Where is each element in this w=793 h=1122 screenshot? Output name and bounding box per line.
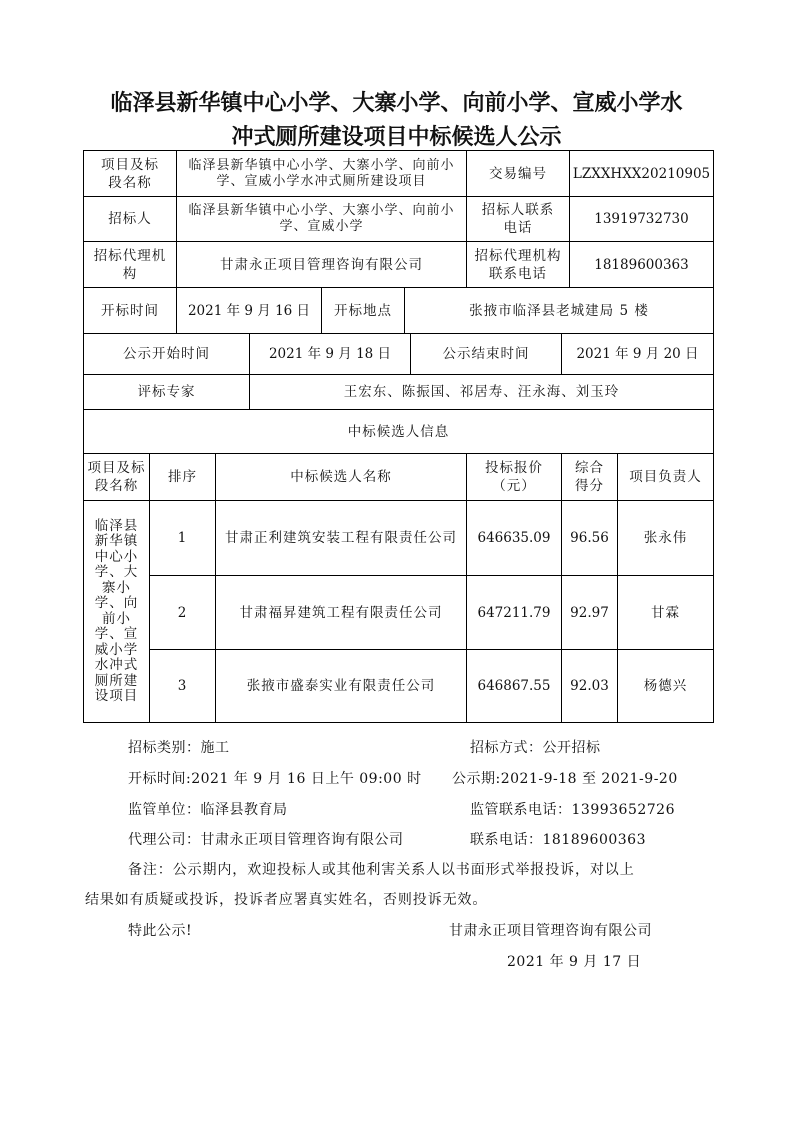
pub-end-label: 公示结束时间 (410, 333, 562, 375)
table-row-2-rank: 2 (149, 575, 216, 650)
experts-label: 评标专家 (83, 374, 250, 410)
footer-supervisor: 监管单位：临泽县教育局 (128, 802, 288, 818)
footer-closing: 特此公示! (128, 923, 193, 939)
tenderer-label: 招标人 (83, 196, 177, 242)
footer-period: 公示期:2021-9-18 至 2021-9-20 (452, 771, 678, 787)
footer-date: 2021 年 9 月 17 日 (507, 954, 642, 970)
agency-phone-value: 18189600363 (569, 241, 714, 288)
footer-signature: 甘肃永正项目管理咨询有限公司 (449, 923, 652, 939)
agency-value: 甘肃永正项目管理咨询有限公司 (176, 241, 467, 288)
footer-category: 招标类别：施工 (128, 740, 230, 756)
tenderer-phone-value: 13919732730 (569, 196, 714, 242)
pub-start-label: 公示开始时间 (83, 333, 250, 375)
trade-no-value: LZXXHXX20210905 (569, 150, 714, 197)
project-value: 临泽县新华镇中心小学、大寨小学、向前小学、宣威小学水冲式厕所建设项目 (176, 150, 467, 197)
open-time-label: 开标时间 (83, 287, 177, 334)
project-label: 项目及标段名称 (83, 150, 177, 197)
table-row-3-manager: 杨德兴 (617, 649, 714, 723)
footer-open-time: 开标时间:2021 年 9 月 16 日上午 09:00 时 (128, 771, 422, 787)
table-row-1-price: 646635.09 (466, 500, 562, 576)
pub-end-value: 2021 年 9 月 20 日 (561, 333, 714, 375)
footer-supervisor-phone: 监管联系电话：13993652726 (470, 802, 675, 818)
agency-label: 招标代理机构 (83, 241, 177, 288)
table-row-2-name: 甘肃福昇建筑工程有限责任公司 (215, 575, 467, 650)
table-row-3-price: 646867.55 (466, 649, 562, 723)
footer-note-line-1: 备注：公示期内，欢迎投标人或其他利害关系人以书面形式举报投诉，对以上 (128, 862, 635, 878)
table-row-2-manager: 甘霖 (617, 575, 714, 650)
col-rank-header: 排序 (149, 453, 216, 501)
tenderer-value: 临泽县新华镇中心小学、大寨小学、向前小学、宣威小学 (176, 196, 467, 242)
footer-agency-phone: 联系电话：18189600363 (470, 832, 646, 848)
table-row-1-rank: 1 (149, 500, 216, 576)
col-name-header: 中标候选人名称 (215, 453, 467, 501)
table-row-1-manager: 张永伟 (617, 500, 714, 576)
experts-value: 王宏东、陈振国、祁居寿、汪永海、刘玉玲 (249, 374, 714, 410)
footer-agency: 代理公司：甘肃永正项目管理咨询有限公司 (128, 832, 404, 848)
table-row-2-score: 92.97 (561, 575, 618, 650)
table-row-1-score: 96.56 (561, 500, 618, 576)
col-price-header: 投标报价（元） (466, 453, 562, 501)
agency-phone-label: 招标代理机构联系电话 (466, 241, 570, 288)
table-row-2-price: 647211.79 (466, 575, 562, 650)
open-time-value: 2021 年 9 月 16 日 (176, 287, 322, 334)
trade-no-label: 交易编号 (466, 150, 570, 197)
col-project-header: 项目及标段名称 (83, 453, 150, 501)
notice-title-line-2: 冲式厕所建设项目中标候选人公示 (231, 125, 562, 150)
footer-note-line-2: 结果如有质疑或投诉，投诉者应署真实姓名，否则投诉无效。 (85, 892, 488, 908)
footer-method: 招标方式：公开招标 (470, 740, 601, 756)
table-row-3-score: 92.03 (561, 649, 618, 723)
open-place-value: 张掖市临泽县老城建局 5 楼 (404, 287, 714, 334)
open-place-label: 开标地点 (321, 287, 405, 334)
tenderer-phone-label: 招标人联系电话 (466, 196, 570, 242)
col-score-header: 综合得分 (561, 453, 618, 501)
candidates-project-name: 临泽县新华镇中心小学、大寨小学、向前小学、宣威小学水冲式厕所建设项目 (83, 500, 150, 723)
pub-start-value: 2021 年 9 月 18 日 (249, 333, 411, 375)
notice-title-line-1: 临泽县新华镇中心小学、大寨小学、向前小学、宣威小学水 (110, 91, 683, 116)
col-manager-header: 项目负责人 (617, 453, 714, 501)
table-row-1-name: 甘肃正利建筑安装工程有限责任公司 (215, 500, 467, 576)
candidates-section-header: 中标候选人信息 (83, 409, 714, 454)
table-row-3-rank: 3 (149, 649, 216, 723)
table-row-3-name: 张掖市盛泰实业有限责任公司 (215, 649, 467, 723)
